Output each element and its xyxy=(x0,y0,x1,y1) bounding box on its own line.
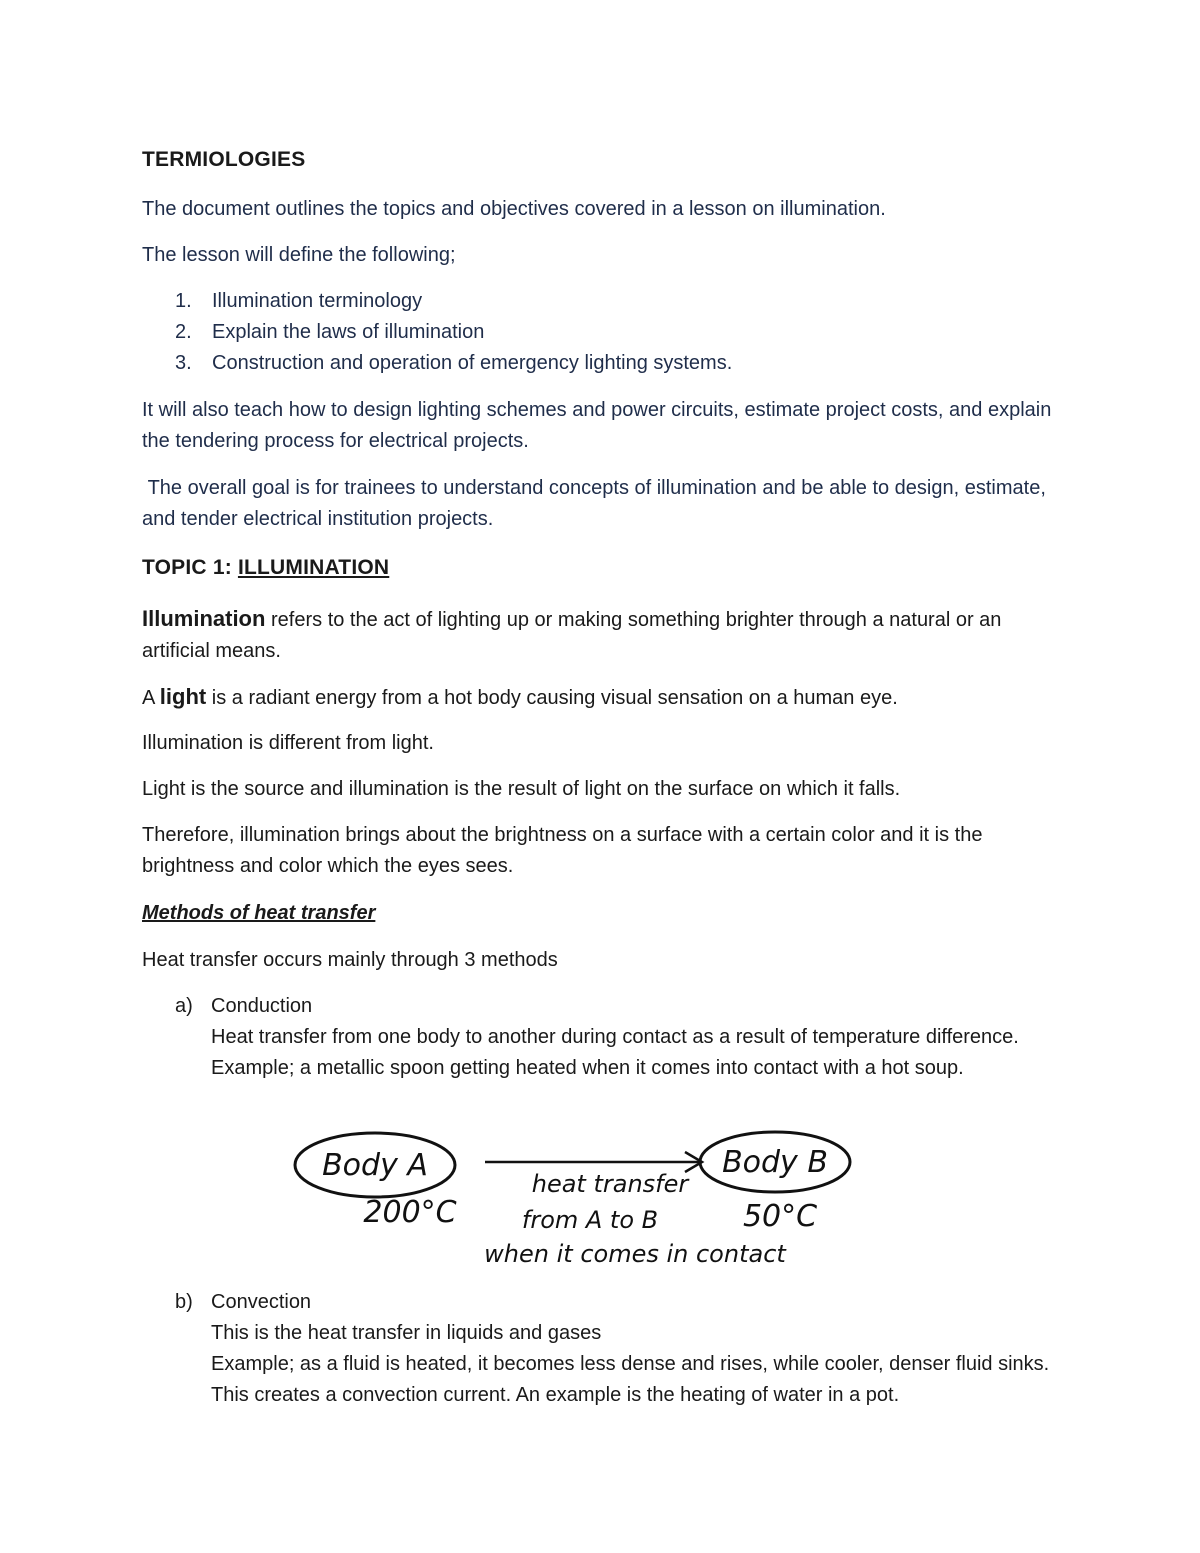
conduction-item xyxy=(175,991,1075,1084)
sketch-when: when it comes in contact xyxy=(484,1240,786,1268)
conduction-definition: Heat transfer from one body to another during contact as a result of temperature difference. xyxy=(211,1026,1019,1048)
list-number: 1. xyxy=(175,290,192,312)
sketch-body-a: Body A xyxy=(322,1148,428,1183)
list-number: 3. xyxy=(175,352,192,374)
illumination-term: Illumination xyxy=(142,606,266,631)
convection-label: b) xyxy=(175,1291,193,1313)
list-text: Construction and operation of emergency lighting systems. xyxy=(212,352,733,374)
light-definition xyxy=(142,681,1072,714)
intro-paragraph: The document outlines the topics and objectives covered in a lesson on illumination. xyxy=(142,198,886,220)
objectives-list xyxy=(175,286,732,379)
design-paragraph: It will also teach how to design lighting schemes and power circuits, estimate project costs, and explain the tendering process for electrical projects. xyxy=(142,399,1052,452)
convection-item xyxy=(175,1287,1075,1411)
topic-name: ILLUMINATION xyxy=(237,556,390,579)
convection-definition: This is the heat transfer in liquids and gases xyxy=(211,1322,602,1344)
convection-title: Convection xyxy=(211,1291,312,1313)
difference-statement: Illumination is different from light. xyxy=(142,732,434,754)
heat-intro: Heat transfer occurs mainly through 3 methods xyxy=(142,949,558,971)
heat-heading xyxy=(142,898,1072,929)
sketch-body-b: Body B xyxy=(722,1145,828,1180)
list-item xyxy=(175,348,732,379)
light-term: light xyxy=(159,684,207,709)
illumination-definition xyxy=(142,603,1072,667)
therefore-paragraph: Therefore, illumination brings about the brightness on a surface with a certain color and it is the brightness and color which the eyes sees. xyxy=(142,824,983,877)
source-statement: Light is the source and illumination is the result of light on the surface on which it falls. xyxy=(142,778,901,800)
convection-example: Example; as a fluid is heated, it becomes less dense and rises, while cooler, denser fluid sinks. This creates a convection current. An example is the heating of water in a pot. xyxy=(211,1353,1050,1406)
conduction-example: Example; a metallic spoon getting heated when it comes into contact with a hot soup. xyxy=(211,1057,964,1079)
light-article: A xyxy=(142,687,160,709)
sketch-temp-a: 200°C xyxy=(363,1195,457,1230)
conduction-label: a) xyxy=(175,995,193,1017)
page-title: TERMIOLOGIES xyxy=(142,148,306,171)
list-number: 2. xyxy=(175,321,192,343)
illumination-definition-text: refers to the act of lighting up or making something brighter through a natural or an artificial means. xyxy=(142,609,1002,662)
heat-heading-text: Methods of heat transfer xyxy=(142,902,376,924)
sketch-temp-b: 50°C xyxy=(742,1199,818,1234)
list-text: Explain the laws of illumination xyxy=(212,321,485,343)
list-item xyxy=(175,317,732,348)
list-item xyxy=(175,286,732,317)
sketch-arrow-label: heat transfer xyxy=(531,1170,689,1198)
topic-heading xyxy=(142,556,389,580)
conduction-sketch xyxy=(290,1120,880,1280)
goal-paragraph: The overall goal is for trainees to understand concepts of illumination and be able to design, estimate, and tender electrical institution projects. xyxy=(142,477,1052,530)
conduction-title: Conduction xyxy=(211,995,313,1017)
sketch-from-to: from A to B xyxy=(521,1206,659,1234)
topic-prefix: TOPIC 1: xyxy=(142,556,238,579)
light-definition-text: is a radiant energy from a hot body causing visual sensation on a human eye. xyxy=(206,687,898,709)
lesson-lead: The lesson will define the following; xyxy=(142,244,456,266)
list-text: Illumination terminology xyxy=(212,290,423,312)
